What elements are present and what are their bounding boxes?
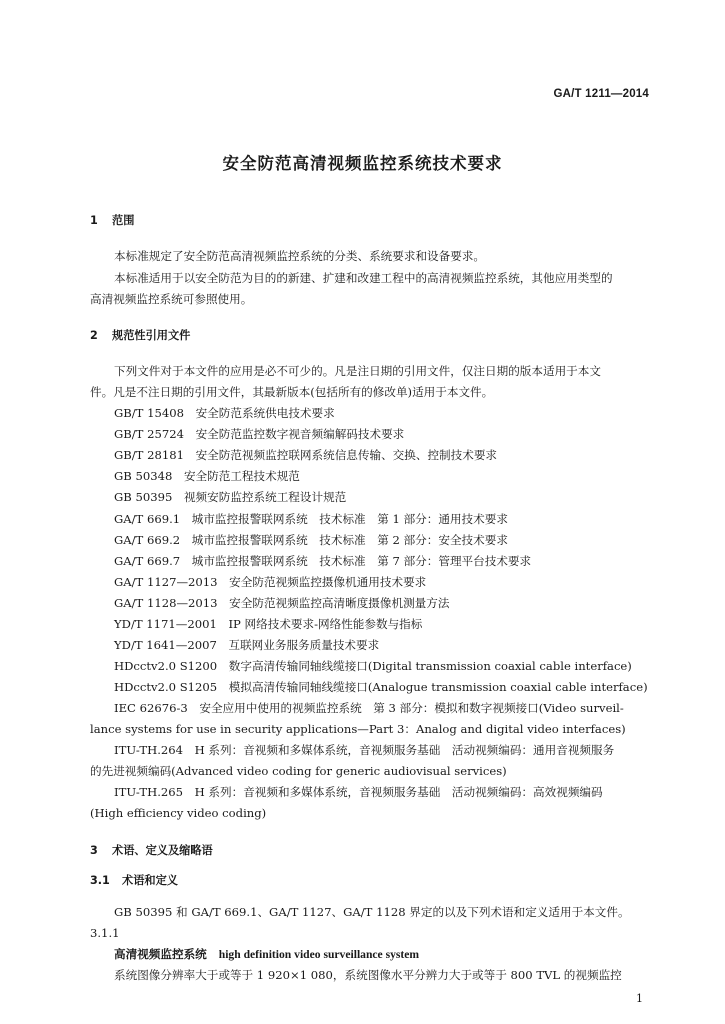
reference-item: GA/T 669.7 城市监控报警联网系统 技术标准 第 7 部分：管理平台技术要求 — [114, 554, 532, 568]
section-title: 规范性引用文件 — [112, 329, 191, 342]
reference-item: GA/T 669.1 城市监控报警联网系统 技术标准 第 1 部分：通用技术要求 — [114, 512, 508, 526]
document-title: 安全防范高清视频监控系统技术要求 — [222, 154, 503, 173]
paragraph-line: 高清视频监控系统可参照使用。 — [90, 292, 253, 306]
section-3-heading — [90, 842, 213, 858]
paragraph-line: 本标准适用于以安全防范为目的的新建、扩建和改建工程中的高清视频监控系统，其他应用类型的 — [114, 271, 613, 285]
reference-item: GA/T 1127—2013 安全防范视频监控摄像机通用技术要求 — [114, 575, 427, 589]
section-number: 2 — [90, 329, 98, 342]
page-number: 1 — [636, 992, 643, 1005]
reference-item: GB/T 25724 安全防范监控数字视音频编解码技术要求 — [114, 427, 405, 441]
reference-item-continuation: (High efficiency video coding) — [90, 806, 267, 820]
reference-item: IEC 62676-3 安全应用中使用的视频监控系统 第 3 部分：模拟和数字视频接口(Video surveil- — [114, 701, 624, 715]
reference-item: GB/T 28181 安全防范视频监控联网系统信息传输、交换、控制技术要求 — [114, 448, 498, 462]
reference-item: YD/T 1171—2001 IP 网络技术要求-网络性能参数与指标 — [114, 617, 423, 631]
section-number: 1 — [90, 214, 98, 227]
reference-item: ITU-TH.265 H 系列：音视频和多媒体系统，音视频服务基础 活动视频编码：高效视频编码 — [114, 785, 603, 799]
reference-item: HDcctv2.0 S1200 数字高清传输同轴线缆接口(Digital transmission coaxial cable interface) — [114, 659, 632, 673]
reference-item: YD/T 1641—2007 互联网业务服务质量技术要求 — [114, 638, 380, 652]
reference-item-continuation: 的先进视频编码(Advanced video coding for generic audiovisual services) — [90, 764, 507, 778]
reference-item: ITU-TH.264 H 系列：音视频和多媒体系统，音视频服务基础 活动视频编码：通用音视频服务 — [114, 743, 615, 757]
term-entry — [114, 946, 419, 963]
reference-item: GB 50395 视频安防监控系统工程设计规范 — [114, 490, 347, 504]
term-definition: 系统图像分辨率大于或等于 1 920×1 080，系统图像水平分辨力大于或等于 800 TVL 的视频监控 — [114, 968, 622, 982]
reference-item-continuation: lance systems for use in security applications—Part 3：Analog and digital video interfaces) — [90, 722, 626, 736]
reference-item: GA/T 1128—2013 安全防范视频监控高清晰度摄像机测量方法 — [114, 596, 450, 610]
section-2-heading — [90, 327, 190, 343]
reference-item: GB 50348 安全防范工程技术规范 — [114, 469, 300, 483]
reference-item: GA/T 669.2 城市监控报警联网系统 技术标准 第 2 部分：安全技术要求 — [114, 533, 508, 547]
paragraph-line: GB 50395 和 GA/T 669.1、GA/T 1127、GA/T 1128 界定的以及下列术语和定义适用于本文件。 — [114, 905, 630, 919]
subsection-number: 3.1 — [90, 874, 110, 887]
paragraph-line: 下列文件对于本文件的应用是必不可少的。凡是注日期的引用文件，仅注日期的版本适用于本文 — [114, 364, 601, 378]
reference-item: GB/T 15408 安全防范系统供电技术要求 — [114, 406, 335, 420]
term-chinese: 高清视频监控系统 — [114, 947, 207, 961]
standard-code: GA/T 1211—2014 — [553, 88, 649, 100]
paragraph-line: 件。凡是不注日期的引用文件，其最新版本(包括所有的修改单)适用于本文件。 — [90, 385, 494, 399]
term-number: 3.1.1 — [90, 926, 120, 940]
paragraph-line: 本标准规定了安全防范高清视频监控系统的分类、系统要求和设备要求。 — [114, 249, 486, 263]
section-title: 术语、定义及缩略语 — [112, 844, 213, 857]
subsection-3-1-heading — [90, 872, 178, 888]
reference-item: HDcctv2.0 S1205 模拟高清传输同轴线缆接口(Analogue transmission coaxial cable interface) — [114, 680, 648, 694]
section-1-heading — [90, 212, 134, 228]
subsection-title: 术语和定义 — [122, 874, 178, 887]
section-title: 范围 — [112, 214, 135, 227]
section-number: 3 — [90, 844, 98, 857]
term-english: high definition video surveillance system — [218, 948, 420, 961]
